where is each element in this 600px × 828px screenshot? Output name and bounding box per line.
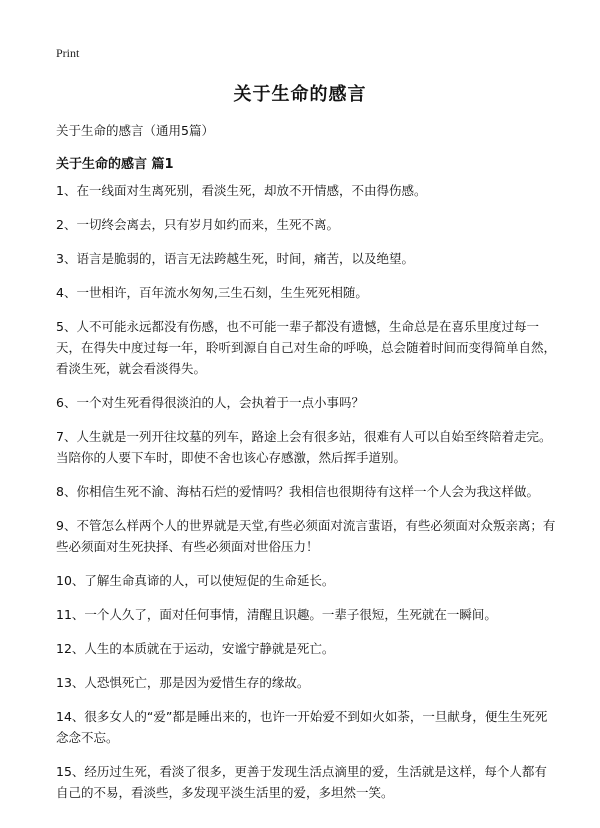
quote-item: 13、人恐惧死亡，那是因为爱惜生存的缘故。 <box>56 675 310 690</box>
quote-item: 6、一个对生死看得很淡泊的人，会执着于一点小事吗？ <box>56 395 364 410</box>
quote-item: 15、经历过生死，看淡了很多，更善于发现生活点滴里的爱，生活就是这样，每个人都有自己的不易，看淡些，多发现平淡生活里的爱，多坦然一笑。 <box>56 764 547 800</box>
quote-item: 2、一切终会离去，只有岁月如约而来，生死不离。 <box>56 217 339 232</box>
quote-list <box>56 180 556 816</box>
quote-item: 8、你相信生死不渝、海枯石烂的爱情吗？我相信也很期待有这样一个人会为我这样做。 <box>56 484 539 499</box>
document-title: 关于生命的感言 <box>233 84 367 105</box>
document-subtitle: 关于生命的感言（通用5篇） <box>56 123 214 138</box>
quote-item: 7、人生就是一列开往坟墓的列车，路途上会有很多站，很难有人可以自始至终陪着走完。当陪你的人要下车时，即使不舍也该心存感激，然后挥手道别。 <box>56 429 552 465</box>
quote-item: 10、了解生命真谛的人，可以使短促的生命延长。 <box>56 573 335 588</box>
quote-item: 1、在一线面对生离死别，看淡生死，却放不开情感，不由得伤感。 <box>56 183 427 198</box>
section-heading: 关于生命的感言 篇1 <box>56 157 174 172</box>
print-label: Print <box>56 46 80 60</box>
quote-item: 12、人生的本质就在于运动，安谧宁静就是死亡。 <box>56 641 335 656</box>
quote-item: 9、不管怎么样两个人的世界就是天堂,有些必须面对流言蜚语，有些必须面对众叛亲离；有些必须面对生死抉择、有些必须面对世俗压力！ <box>56 518 556 554</box>
quote-item: 4、一世相许，百年流水匆匆,三生石刻，生生死死相随。 <box>56 285 368 300</box>
quote-item: 14、很多女人的“爱”都是睡出来的，也许一开始爱不到如火如荼，一旦献身，便生生死死念念不忘。 <box>56 709 548 745</box>
quote-item: 11、一个人久了，面对任何事情，清醒且识趣。一辈子很短，生死就在一瞬间。 <box>56 607 497 622</box>
quote-item: 5、人不可能永远都没有伤感，也不可能一辈子都没有遗憾，生命总是在喜乐里度过每一天，在得失中度过每一年，聆听到源自自己对生命的呼唤，总会随着时间而变得简单自然，看淡生死，就会看淡得失。 <box>56 319 557 376</box>
quote-item: 3、语言是脆弱的，语言无法跨越生死，时间，痛苦，以及绝望。 <box>56 251 414 266</box>
